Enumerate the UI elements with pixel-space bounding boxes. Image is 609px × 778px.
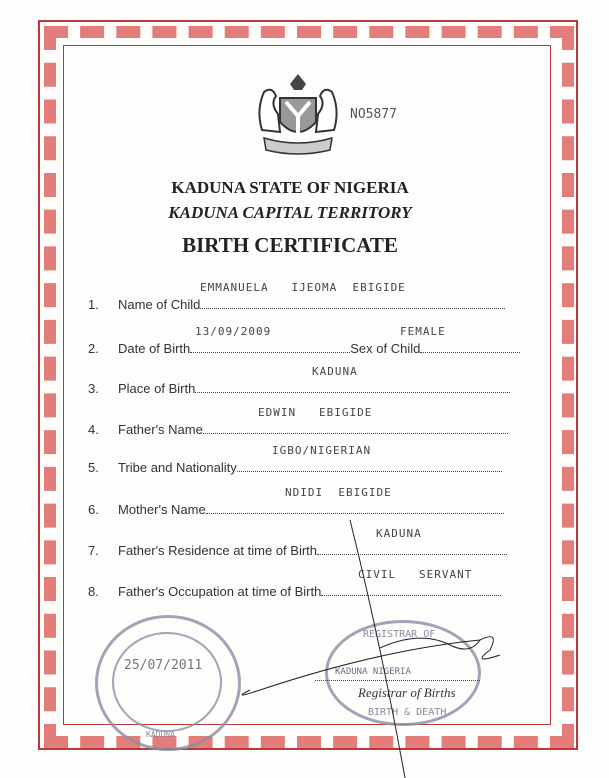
document-title: BIRTH CERTIFICATE [182, 233, 398, 257]
field-number: 2. [88, 341, 99, 356]
field-number: 8. [88, 584, 99, 599]
field-label: Father's Residence at time of Birth [118, 543, 318, 558]
field-value: FEMALE [400, 325, 446, 338]
field-label: Father's Name [118, 422, 203, 437]
registrar-place: KADUNA NIGERIA [335, 667, 411, 677]
field-number: 7. [88, 543, 99, 558]
field-value: CIVIL SERVANT [358, 568, 473, 581]
field-label: Name of Child [118, 297, 201, 312]
field-value: EDWIN EBIGIDE [258, 406, 373, 419]
field-label: Tribe and Nationality [118, 460, 237, 475]
registrar-label: Registrar of Births [358, 685, 456, 700]
field-value: IGBO/NIGERIAN [272, 444, 372, 457]
serial-number: NO5877 [350, 107, 397, 122]
stamp-text-bottom: BIRTH & DEATH [368, 707, 447, 718]
stamp-place: KADUNA [146, 730, 175, 739]
field-label: Place of Birth [118, 381, 196, 396]
field-number: 5. [88, 460, 99, 475]
field-number: 1. [88, 297, 99, 312]
field-label: Mother's Name [118, 502, 206, 517]
field-value: EMMANUELA IJEOMA EBIGIDE [200, 281, 406, 294]
territory-heading: KADUNA CAPITAL TERRITORY [168, 203, 412, 222]
field-value: NDIDI EBIGIDE [285, 486, 392, 499]
stamp-text-top: REGISTRAR OF [363, 629, 436, 640]
field-number: 4. [88, 422, 99, 437]
field-value: KADUNA [312, 365, 358, 378]
field-value: 13/09/2009 [195, 325, 272, 338]
field-value: KADUNA [376, 527, 422, 540]
state-heading: KADUNA STATE OF NIGERIA [171, 178, 409, 197]
field-label: Father's Occupation at time of Birth [118, 584, 322, 599]
field-number: 3. [88, 381, 99, 396]
stamp-date: 25/07/2011 [124, 658, 203, 673]
field-number: 6. [88, 502, 99, 517]
field-label: Sex of Child [350, 341, 421, 356]
field-label: Date of Birth [118, 341, 191, 356]
